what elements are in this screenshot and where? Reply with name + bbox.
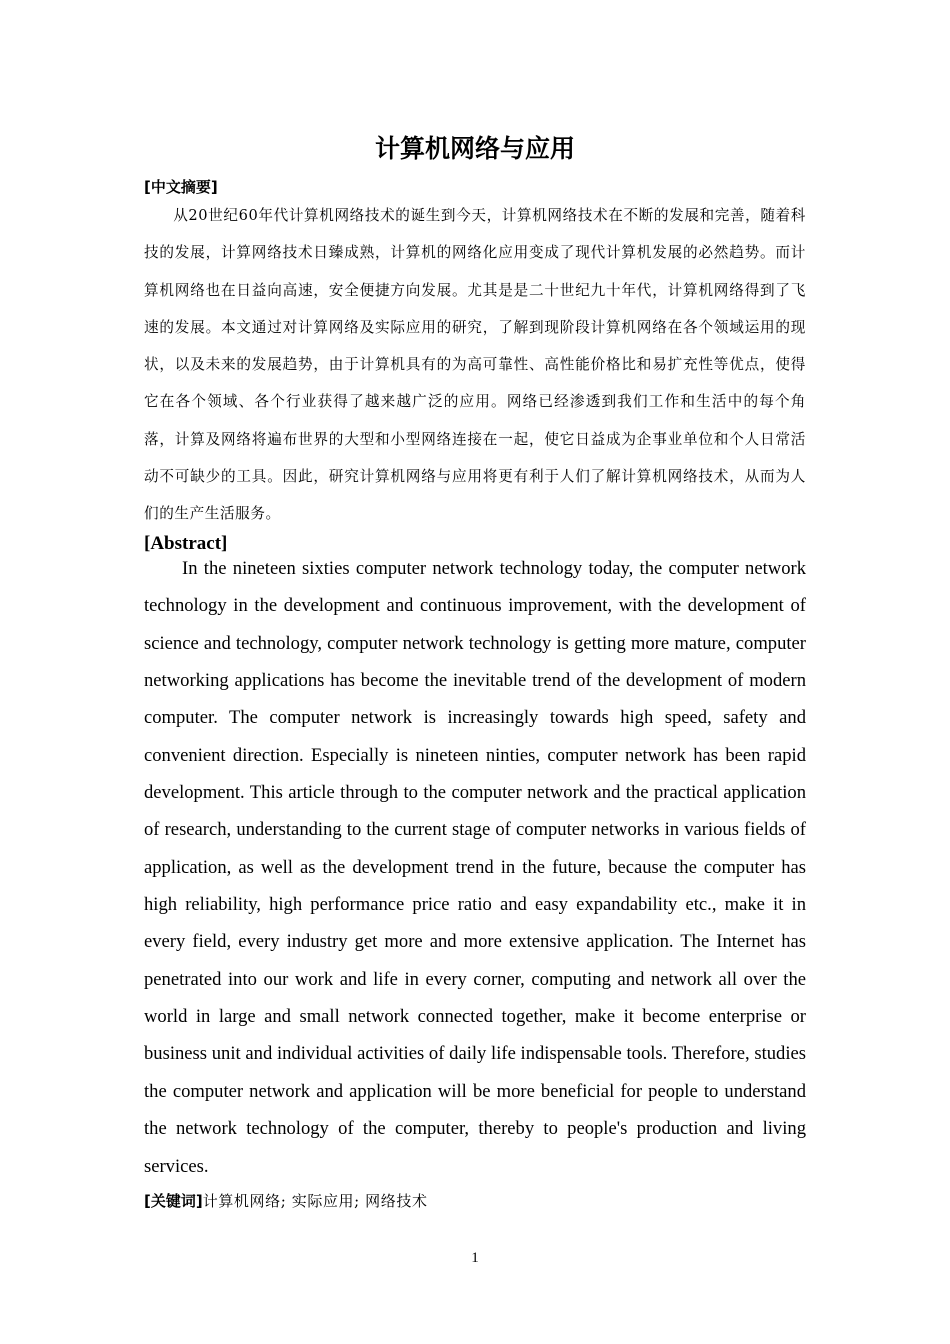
page-number: 1	[471, 1250, 479, 1266]
chinese-abstract-text: 从20世纪60年代计算机网络技术的诞生到今天，计算机网络技术在不断的发展和完善，随着科技的发展，计算网络技术日臻成熟，计算机的网络化应用变成了现代计算机发展的必然趋势。而计算机网络也在日益向高速，安全便捷方向发展。尤其是是二十世纪九十年代，计算机网络得到了飞速的发展。本文通过对计算网络及实际应用的研究，了解到现阶段计算机网络在各个领域运用的现状，以及未来的发展趋势，由于计算机具有的为高可靠性、高性能价格比和易扩充性等优点，使得它在各个领域、各个行业获得了越来越广泛的应用。网络已经渗透到我们工作和生活中的每个角落，计算及网络将遍布世界的大型和小型网络连接在一起，使它日益成为企事业单位和个人日常活动不可缺少的工具。因此，研究计算机网络与应用将更有利于人们了解计算机网络技术，从而为人们的生产生活服务。	[144, 207, 806, 523]
chinese-abstract-heading: [中文摘要]	[144, 178, 218, 196]
keywords-text: 计算机网络; 实际应用; 网络技术	[202, 1192, 428, 1210]
keywords-line	[144, 1188, 428, 1215]
english-abstract-text: In the nineteen sixties computer network technology today, the computer network technology in the development and continuous improvement, with the development of science and technology, computer network technology is getting more mature, computer networking applications has become the inevitable trend of the development of modern computer. The computer network is increasingly towards high speed, safety and convenient direction. Especially is nineteen ninties, computer network has been rapid development. This article through to the computer network and the practical application of research, understanding to the current stage of computer networks in various fields of application, as well as the development trend in the future, because the computer has high reliability, high performance price ratio and easy expandability etc., make it in every field, every industry get more and more extensive application. The Internet has penetrated into our work and life in every corner, computing and network all over the world in large and small network connected together, make it become enterprise or business unit and individual activities of daily life indispensable tools. Therefore, studies the computer network and application will be more beneficial for people to understand the network technology of the computer, thereby to people's production and living services.	[144, 558, 806, 1177]
english-abstract-heading: [Abstract]	[144, 533, 228, 554]
keywords-label: [关键词]	[144, 1192, 203, 1210]
document-title: 计算机网络与应用	[374, 134, 575, 163]
